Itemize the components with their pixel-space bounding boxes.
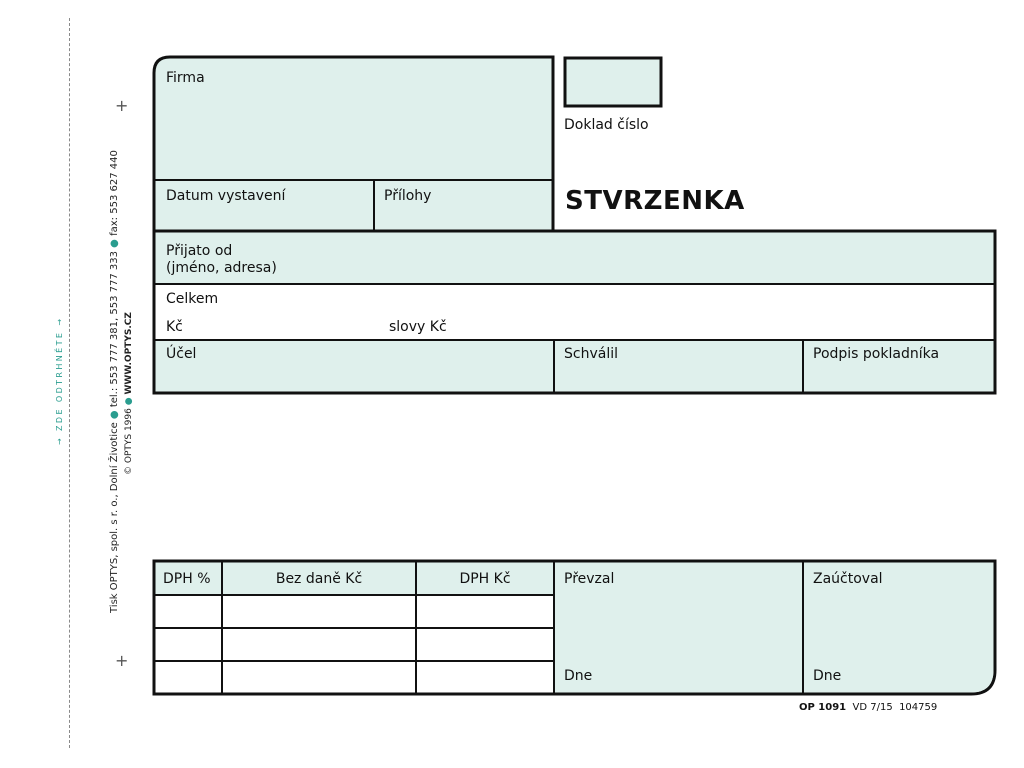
datum-vystaveni-label: Datum vystavení <box>166 188 286 204</box>
dph-kc-header: DPH Kč <box>459 571 511 587</box>
copyright: © OPTYS 1996 <box>124 408 134 475</box>
dne-prevzal-label: Dne <box>564 668 593 684</box>
document-title: STVRZENKA <box>565 186 745 216</box>
prijato-od-label: Přijato od <box>166 243 233 259</box>
prijato-od-sublabel: (jméno, adresa) <box>166 260 277 276</box>
dph-pct-header: DPH % <box>163 571 211 587</box>
firma-label: Firma <box>166 70 205 86</box>
prevzal-label: Převzal <box>564 571 615 587</box>
prilohy-label: Přílohy <box>384 188 432 204</box>
bullet-icon: ● <box>109 239 120 248</box>
kc-label: Kč <box>166 319 183 335</box>
podpis-pokladnika-label: Podpis pokladníka <box>813 346 940 362</box>
zauctoval-label: Zaúčtoval <box>813 571 883 587</box>
bullet-icon: ● <box>109 410 120 420</box>
website: WWW.OPTYS.CZ <box>124 312 134 395</box>
printer-fax: fax: 553 627 440 <box>109 150 120 236</box>
printer-name: Tisk OPTYS, spol. s r. o., Dolní Životice <box>109 422 120 613</box>
dne-zauctoval-label: Dne <box>813 668 842 684</box>
bullet-icon: ● <box>124 397 134 406</box>
printer-phone: tel.: 553 777 381, 553 777 333 <box>109 251 120 408</box>
form-code <box>799 702 937 713</box>
form-number: 104759 <box>899 702 938 713</box>
schvalil-label: Schválil <box>564 346 618 362</box>
form-version: VD 7/15 <box>852 702 893 713</box>
doklad-cislo-label: Doklad číslo <box>564 117 649 133</box>
registration-mark-top: + <box>115 96 129 115</box>
tear-instruction: → ZDE ODTRHNĚTE → <box>55 316 64 445</box>
slovy-kc-label: slovy Kč <box>389 319 447 335</box>
form-code-id: OP 1091 <box>799 702 847 713</box>
registration-mark-bottom: + <box>115 651 129 670</box>
bez-dane-header: Bez daně Kč <box>275 571 363 587</box>
celkem-label: Celkem <box>166 291 219 307</box>
ucel-label: Účel <box>166 346 197 362</box>
